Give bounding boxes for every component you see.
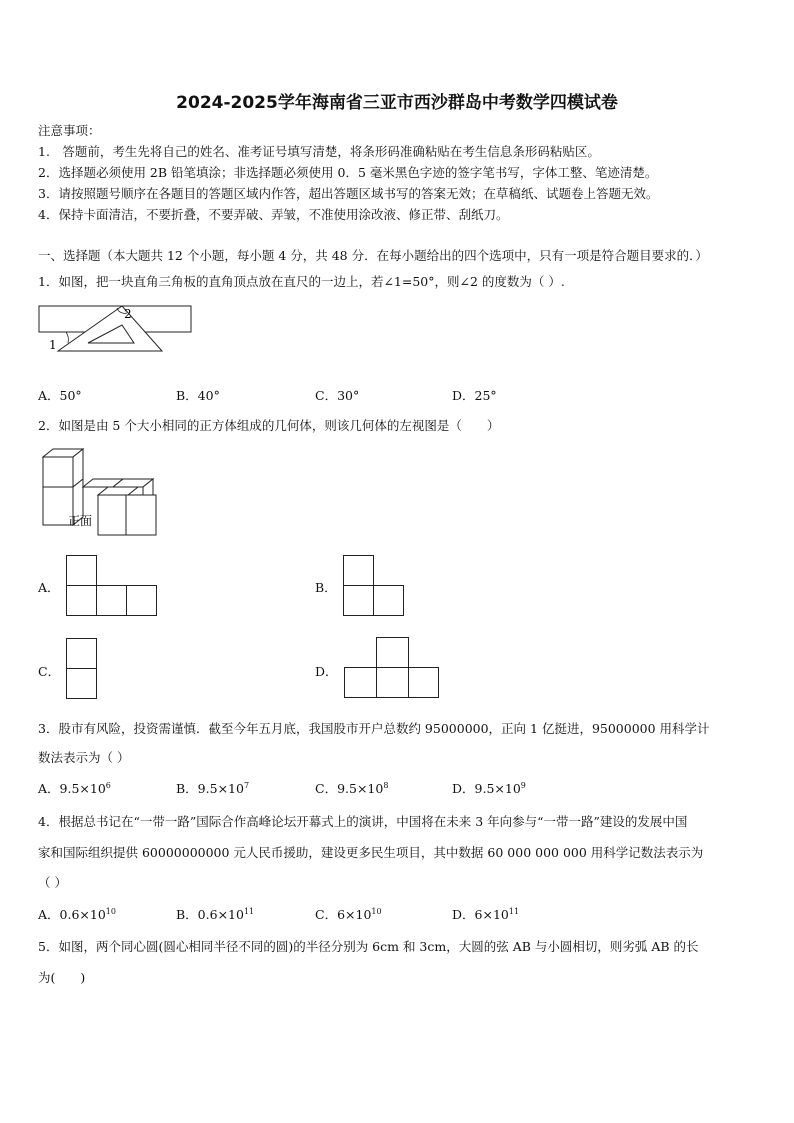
q1-option-c: C．30° xyxy=(315,388,360,403)
q4-option-d: D．$6\times 10^{11}$ xyxy=(452,907,520,922)
q2-option-a-label: A． xyxy=(38,580,60,595)
q4-option-b: B．$0.6\times 10^{11}$ xyxy=(176,907,255,922)
question-2-text: 2．如图是由 5 个大小相同的正方体组成的几何体，则该几何体的左视图是（ ） xyxy=(38,418,500,433)
angle-2-label: 2 xyxy=(124,307,132,321)
q2-option-d-figure xyxy=(344,637,440,699)
q1-option-b: B．40° xyxy=(176,388,220,403)
q3-option-c: C．$9.5\times 10^8$ xyxy=(315,781,389,796)
q2-option-c-figure xyxy=(66,638,98,700)
notice-item-1: 1. 答题前，考生先将自己的姓名、准考证号填写清楚，将条形码准确粘贴在考生信息条形码粘贴区。 xyxy=(38,144,600,159)
q2-option-d-label: D． xyxy=(315,664,338,679)
question-3-line-1: 3．股市有风险，投资需谨慎．截至今年五月底，我国股市开户总数约 95000000，正向 1 亿挺进，95000000 用科学计 xyxy=(38,721,710,736)
question-1-figure xyxy=(38,303,198,363)
question-2-solid-figure xyxy=(38,447,158,542)
q3-option-b: B．$9.5\times 10^7$ xyxy=(176,781,250,796)
notice-heading: 注意事项： xyxy=(38,123,101,138)
q3-option-d: D．$9.5\times 10^9$ xyxy=(452,781,526,796)
q1-option-d: D．25° xyxy=(452,388,497,403)
question-5-line-2: 为( ) xyxy=(38,970,86,985)
q4-option-a: A．$0.6\times 10^{10}$ xyxy=(38,907,116,922)
question-1-text: 1．如图，把一块直角三角板的直角顶点放在直尺的一边上，若∠1=50°，则∠2 的度数为（ ）. xyxy=(38,274,565,289)
notice-item-4: 4．保持卡面清洁，不要折叠，不要弄破、弄皱，不准使用涂改液、修正带、刮纸刀。 xyxy=(38,207,509,222)
front-face-label: 正面 xyxy=(68,514,93,528)
q3-option-a: A．$9.5\times 10^6$ xyxy=(38,781,111,796)
question-4-line-1: 4．根据总书记在“一带一路”国际合作高峰论坛开幕式上的演讲，中国将在未来 3 年向参与“一带一路”建设的发展中国 xyxy=(38,814,688,829)
question-3-line-2: 数法表示为（ ） xyxy=(38,750,130,765)
page-title: 2024-2025学年海南省三亚市西沙群岛中考数学四模试卷 xyxy=(176,93,618,113)
q2-option-b-figure xyxy=(343,555,405,617)
notice-item-2: 2．选择题必须使用 2B 铅笔填涂；非选择题必须使用 0．5 毫米黑色字迹的签字笔书写，字体工整、笔迹清楚。 xyxy=(38,165,658,180)
notice-item-3: 3．请按照题号顺序在各题目的答题区域内作答，超出答题区域书写的答案无效；在草稿纸、试题卷上答题无效。 xyxy=(38,186,659,201)
q2-option-c-label: C． xyxy=(38,664,61,679)
q2-option-a-figure xyxy=(66,555,158,617)
question-5-line-1: 5．如图，两个同心圆(圆心相同半径不同的圆)的半径分别为 6cm 和 3cm，大圆的弦 AB 与小圆相切，则劣弧 AB 的长 xyxy=(38,939,699,954)
q4-option-c: C．$6\times 10^{10}$ xyxy=(315,907,382,922)
q2-option-b-label: B． xyxy=(315,580,337,595)
question-4-line-2: 家和国际组织提供 60000000000 元人民币援助，建设更多民生项目，其中数据 60 000 000 000 用科学记数法表示为 xyxy=(38,845,704,860)
question-4-line-3: （ ） xyxy=(38,875,67,890)
q1-option-a: A．50° xyxy=(38,388,82,403)
section-heading: 一、选择题（本大题共 12 个小题，每小题 4 分，共 48 分．在每小题给出的四个选项中，只有一项是符合题目要求的．） xyxy=(38,248,708,263)
angle-1-label: 1 xyxy=(49,338,57,352)
